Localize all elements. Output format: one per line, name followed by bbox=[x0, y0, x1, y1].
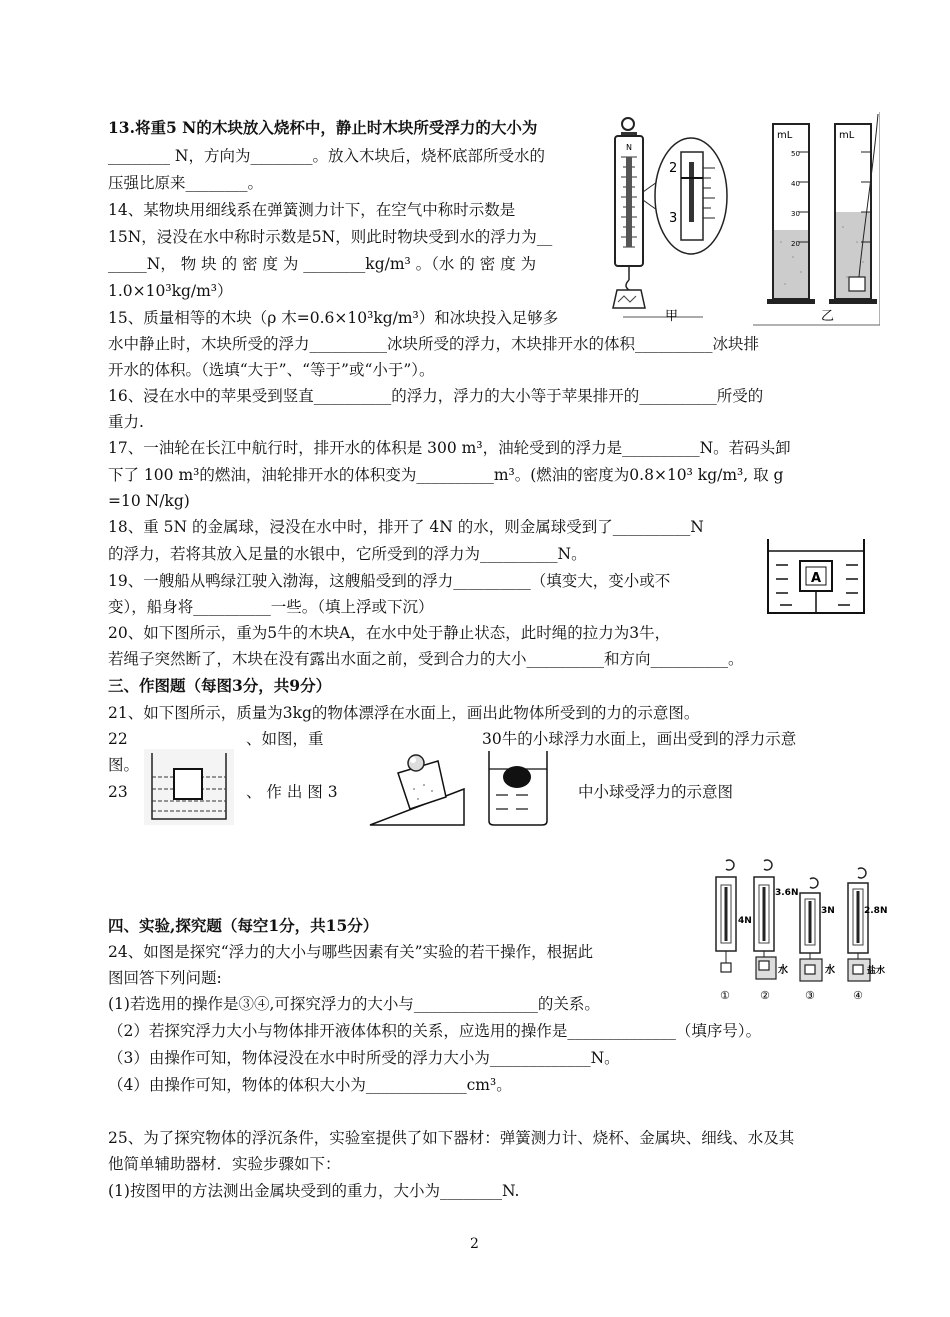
svg-text:3N: 3N bbox=[821, 906, 835, 916]
q24-sub3: （3）由操作可知，物体浸没在水中时所受的浮力大小为_____________N。 bbox=[108, 1049, 620, 1067]
svg-text:A: A bbox=[811, 571, 822, 586]
q17-line3: =10 N/kg) bbox=[108, 492, 190, 510]
q16-line2: 重力. bbox=[108, 413, 144, 431]
svg-text:盐水: 盐水 bbox=[867, 966, 886, 976]
q22-end: 30牛的小球浮力水面上，画出受到的浮力示意 bbox=[482, 730, 797, 748]
q15-line3: 开水的体积。（选填“大于”、“等于”或“小于”）。 bbox=[108, 361, 435, 379]
q21-line: 21、如下图所示，质量为3kg的物体漂浮在水面上，画出此物体所受到的力的示意图。 bbox=[108, 704, 700, 722]
svg-text:2: 2 bbox=[669, 161, 678, 176]
svg-text:2.8N: 2.8N bbox=[864, 906, 888, 916]
q24-sub4: （4）由操作可知，物体的体积大小为_____________cm³。 bbox=[108, 1076, 512, 1094]
svg-text:水: 水 bbox=[825, 965, 835, 976]
q17-line1: 17、一油轮在长江中航行时，排开水的体积是 300 m³，油轮受到的浮力是__________N。若码头卸 bbox=[108, 439, 791, 457]
svg-text:④: ④ bbox=[853, 989, 863, 1002]
q22-middle: 、如图，重 bbox=[246, 730, 324, 748]
q16-line1: 16、浸在水中的苹果受到竖直__________的浮力，浮力的大小等于苹果排开的__________所受的 bbox=[108, 387, 764, 405]
page-number: 2 bbox=[470, 1236, 479, 1252]
svg-text:4N: 4N bbox=[738, 916, 752, 926]
q18-line1: 18、重 5N 的金属球，浸没在水中时，排开了 4N 的水，则金属球受到了__________N bbox=[108, 518, 704, 536]
q25-line2: 他简单辅助器材．实验步骤如下： bbox=[108, 1155, 341, 1173]
q17-line2: 下了 100 m³的燃油，油轮排开水的体积变为__________m³。(燃油的密度为0.8×10³ kg/m³, 取 g bbox=[108, 466, 784, 484]
scale-1 bbox=[716, 860, 752, 972]
q25-sub1: (1)按图甲的方法测出金属块受到的重力，大小为________N. bbox=[108, 1182, 520, 1200]
svg-text:3.6N: 3.6N bbox=[775, 888, 799, 898]
q24-sub2: （2）若探究浮力大小与物体排开液体体积的关系，应选用的操作是______________（填序号）。 bbox=[108, 1022, 762, 1040]
q20-line1: 20、如下图所示，重为5牛的木块A，在水中处于静止状态，此时绳的拉力为3牛， bbox=[108, 624, 671, 642]
q13-line1: 13.将重5 N的木块放入烧杯中，静止时木块所受浮力的大小为 bbox=[108, 118, 538, 137]
svg-text:乙: 乙 bbox=[821, 309, 835, 324]
q14-line2: 15N，浸没在水中称时示数是5N，则此时物块受到水的浮力为__ bbox=[108, 228, 553, 246]
q14-line1: 14、某物块用细线系在弹簧测力计下，在空气中称时示数是 bbox=[108, 201, 516, 219]
q20-line2: 若绳子突然断了，木块在没有露出水面之前，受到合力的大小__________和方向__________。 bbox=[108, 650, 744, 668]
section-4-heading: 四、实验,探究题（每空1分，共15分） bbox=[108, 916, 379, 935]
q24-line1: 24、如图是探究“浮力的大小与哪些因素有关”实验的若干操作，根据此 bbox=[108, 943, 594, 961]
spring-scale-cylinder-figure bbox=[603, 112, 880, 327]
scale-3 bbox=[800, 878, 835, 981]
q15-line1: 15、质量相等的木块（ρ 木=0.6×10³kg/m³）和冰块投入足够多 bbox=[108, 309, 559, 327]
q23-end: 中小球受浮力的示意图 bbox=[578, 783, 734, 801]
ball-on-incline-figure bbox=[368, 749, 466, 827]
q22-line2: 图。 bbox=[108, 756, 140, 774]
svg-text:30: 30 bbox=[791, 210, 800, 218]
scale-4 bbox=[848, 868, 887, 981]
q23-middle: 、 作 出 图 3 bbox=[246, 783, 338, 801]
buoyancy-experiment-figure bbox=[710, 855, 890, 1005]
svg-text:mL: mL bbox=[839, 130, 855, 141]
q19-line2: 变），船身将__________一些。（填上浮或下沉） bbox=[108, 598, 434, 616]
floating-block-figure bbox=[144, 749, 234, 825]
svg-text:3: 3 bbox=[669, 211, 678, 226]
svg-text:①: ① bbox=[720, 989, 730, 1002]
q14-line4: 1.0×10³kg/m³） bbox=[108, 282, 233, 300]
q15-line2: 水中静止时，木块所受的浮力__________冰块所受的浮力，木块排开水的体积__________冰块排 bbox=[108, 335, 760, 353]
svg-text:N: N bbox=[626, 143, 632, 152]
block-a-in-water-figure bbox=[766, 537, 866, 615]
q25-line1: 25、为了探究物体的浮沉条件，实验室提供了如下器材：弹簧测力计、烧杯、金属块、细线、水及其 bbox=[108, 1129, 795, 1147]
q23-number: 23 bbox=[108, 783, 128, 801]
q24-line2: 图回答下列问题: bbox=[108, 969, 222, 987]
section-3-heading: 三、作图题（每图3分，共9分） bbox=[108, 676, 332, 695]
svg-text:50: 50 bbox=[791, 150, 800, 158]
svg-text:③: ③ bbox=[805, 989, 815, 1002]
q24-sub1: (1)若选用的操作是③④,可探究浮力的大小与________________的关系。 bbox=[108, 995, 600, 1013]
svg-text:40: 40 bbox=[791, 180, 800, 188]
svg-text:甲: 甲 bbox=[665, 309, 679, 324]
svg-text:20: 20 bbox=[791, 240, 800, 248]
ball-in-beaker-figure bbox=[486, 749, 550, 827]
q13-line2: ________ N，方向为________。放入木块后，烧杯底部所受水的 bbox=[108, 147, 545, 165]
q13-line3: 压强比原来________。 bbox=[108, 174, 264, 192]
scale-2 bbox=[754, 860, 798, 979]
q14-line3: _____N， 物 块 的 密 度 为 ________kg/m³ 。（水 的 密 度 为 bbox=[108, 255, 537, 273]
q19-line1: 19、一艘船从鸭绿江驶入渤海，这艘船受到的浮力__________（填变大，变小或不 bbox=[108, 572, 671, 590]
svg-text:水: 水 bbox=[778, 965, 788, 976]
svg-text:②: ② bbox=[760, 989, 770, 1002]
q22-number: 22 bbox=[108, 730, 128, 748]
svg-text:mL: mL bbox=[777, 130, 793, 141]
q18-line2: 的浮力，若将其放入足量的水银中，它所受到的浮力为__________N。 bbox=[108, 545, 587, 563]
